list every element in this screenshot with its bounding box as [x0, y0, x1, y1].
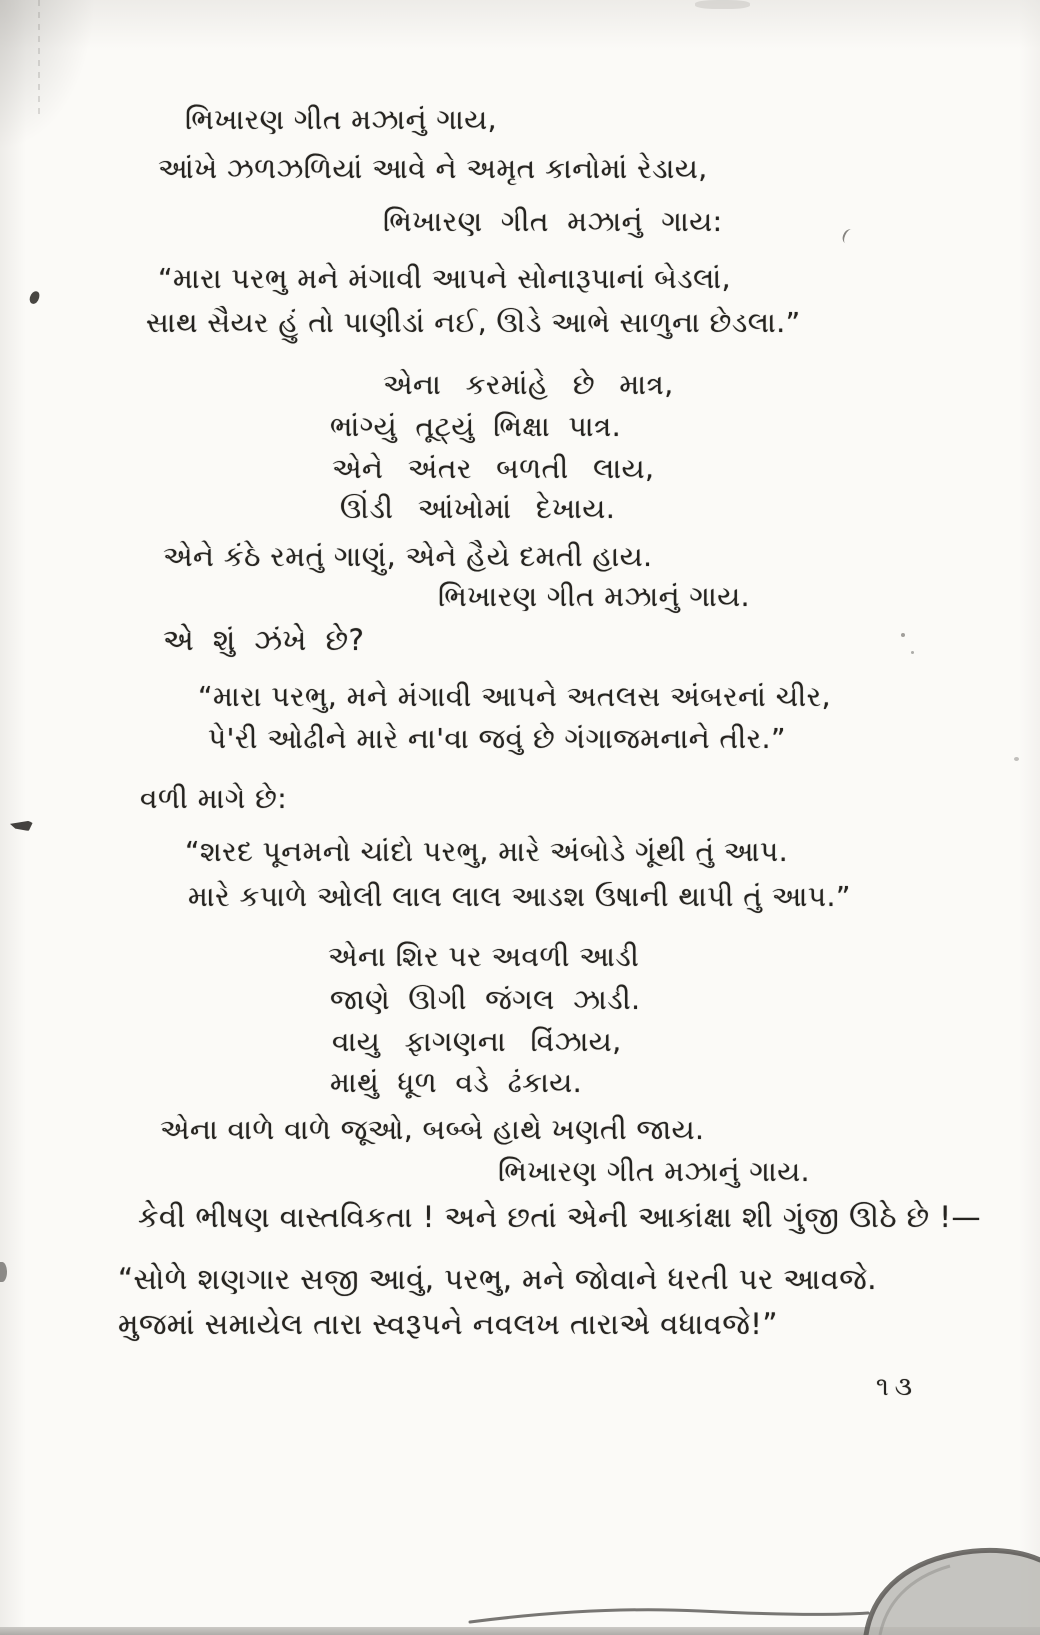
scan-bottom-edge-band [0, 1627, 1040, 1635]
verse-line-quote-3b: મારે કપાળે ઓલી લાલ લાલ આડશ ઉષાની થાપી તું આપ.” [188, 880, 851, 913]
stanza2-line-1: એના કરમાંહે છે માત્ર, [383, 368, 674, 401]
verse-line-21: એના વાળે વાળે જૂઓ, બબ્બે હાથે ખણતી જાય. [160, 1113, 705, 1146]
prose-commentary-line: કેવી ભીષણ વાસ્તવિકતા ! અને છતાં એની આકાંક્ષા શી ગુંજી ઊઠે છે !— [138, 1200, 981, 1234]
verse-line-quote-4b: મુજમાં સમાયેલ તારા સ્વરૂપને નવલખ તારાએ વધાવજે!” [118, 1307, 778, 1341]
ink-blot-left-margin [29, 290, 41, 305]
verse-line-quote-1b: સાથ સૈયર હું તો પાણીડાં નઈ, ઊડે આભે સાળુના છેડલા.” [146, 306, 801, 339]
stray-tick-mark [840, 227, 856, 245]
verse-line-quote-3a: “શરદ પૂનમનો ચાંદો પરભુ, મારે અંબોડે ગૂંથી તું આપ. [185, 835, 789, 868]
verse-line-quote-4a: “સોળે શણગાર સજી આવું, પરભુ, મને જોવાને ધરતી પર આવજે. [118, 1262, 877, 1296]
verse-line-refrain-1: ભિખારણ ગીત મઝાનું ગાય, [185, 103, 498, 136]
verse-line-quote-1a: “મારા પરભુ મને મંગાવી આપને સોનારૂપાનાં બેડલાં, [158, 262, 732, 295]
verse-line-quote-2b: પે'રી ઓઢીને મારે ના'વા જવું છે ગંગાજમનાને તીર.” [208, 722, 786, 755]
speck-dot [901, 633, 905, 637]
ink-mark-left-margin [10, 820, 34, 831]
stanza2-line-3: એને અંતર બળતી લાય, [332, 452, 655, 485]
stanza2-line-4: ઊંડી આંખોમાં દેખાય. [340, 492, 616, 525]
stanza3-line-1: એના શિર પર અવળી આડી [328, 940, 640, 973]
prose-question-line: એ શું ઝંખે છે? [163, 623, 365, 657]
prose-line-vali-mage: વળી માગે છે: [140, 782, 288, 815]
stanza3-line-4: માથું ધૂળ વડે ઢંકાય. [330, 1066, 583, 1099]
scan-crease-line [38, 0, 40, 120]
stanza3-line-3: વાયુ ફાગણના વિંઝાય, [332, 1025, 622, 1058]
verse-line-10: એને કંઠે રમતું ગાણું, એને હૈયે દમતી હાય. [163, 540, 653, 573]
verse-line-refrain-3: ભિખારણ ગીત મઝાનું ગાય. [438, 580, 751, 613]
stanza2-line-2: ભાંગ્યું તૂટ્યું ભિક્ષા પાત્ર. [330, 410, 622, 443]
verse-line-quote-2a: “મારા પરભુ, મને મંગાવી આપને અતલસ અંબરનાં ચીર, [198, 680, 831, 713]
scan-corner-shade [0, 0, 95, 150]
ink-mark-left-edge [0, 1262, 7, 1282]
speck-dot [1014, 757, 1019, 761]
verse-line-refrain-4: ભિખારણ ગીત મઝાનું ગાય. [498, 1155, 811, 1188]
verse-line-2: આંખે ઝળઝળિયાં આવે ને અમૃત કાનોમાં રેડાય, [158, 152, 708, 185]
page-number: ૧૩ [876, 1372, 919, 1402]
verse-line-refrain-2: ભિખારણ ગીત મઝાનું ગાય: [383, 205, 723, 238]
scan-smudge-top [695, 0, 750, 9]
stanza3-line-2: જાણે ઊગી જંગલ ઝાડી. [330, 983, 641, 1016]
speck-dot [911, 651, 914, 654]
